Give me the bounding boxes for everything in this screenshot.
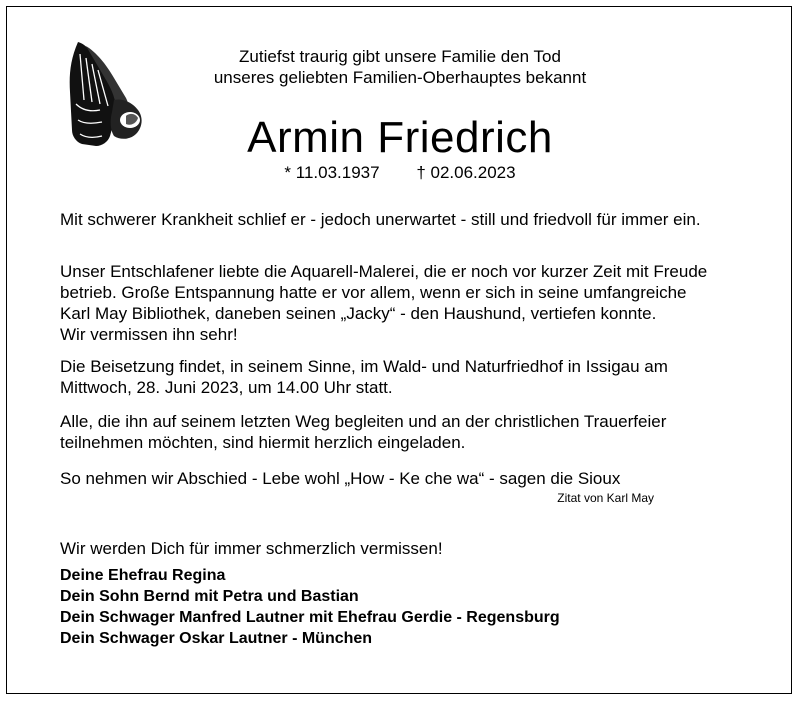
intro-line: unseres geliebten Familien-Oberhauptes bekannt: [213, 68, 587, 87]
paragraph-line: Mittwoch, 28. Juni 2023, um 14.00 Uhr statt.: [60, 378, 393, 397]
quote-text: So nehmen wir Abschied - Lebe wohl „How - Ke che wa“ - sagen die Sioux: [60, 469, 621, 488]
paragraph-line: Die Beisetzung findet, in seinem Sinne, im Wald- und Naturfriedhof in Issigau am: [60, 357, 668, 376]
signatures: [60, 565, 750, 649]
paragraph-line: Unser Entschlafener liebte die Aquarell-Malerei, die er noch vor kurzer Zeit mit Freude: [60, 262, 708, 281]
deceased-name: Armin Friedrich: [247, 113, 553, 162]
death-date: † 02.06.2023: [416, 163, 516, 182]
paragraph-line: teilnehmen möchten, sind hiermit herzlich eingeladen.: [60, 433, 466, 452]
paragraph-hobbies: [60, 261, 750, 345]
closing-text: Wir werden Dich für immer schmerzlich vermissen!: [60, 539, 443, 558]
signature-line: Dein Schwager Oskar Lautner - München: [60, 630, 373, 647]
paragraph-line: Karl May Bibliothek, daneben seinen „Jacky“ - den Haushund, vertiefen konnte.: [60, 304, 657, 323]
intro-line: Zutiefst traurig gibt unsere Familie den Tod: [239, 47, 561, 66]
paragraph-line: betrieb. Große Entspannung hatte er vor allem, wenn er sich in seine umfangreiche: [60, 283, 687, 302]
paragraph-line: Wir vermissen ihn sehr!: [60, 325, 238, 344]
paragraph-invitation: [60, 411, 750, 453]
signature-line: Dein Sohn Bernd mit Petra und Bastian: [60, 588, 359, 605]
paragraph-line: Alle, die ihn auf seinem letzten Weg begleiten und an der christlichen Trauerfeier: [60, 412, 667, 431]
intro-text: [150, 46, 650, 88]
birth-date: * 11.03.1937: [284, 163, 380, 182]
signature-line: Deine Ehefrau Regina: [60, 567, 226, 584]
quote-source: Zitat von Karl May: [557, 491, 654, 505]
statement-text: Mit schwerer Krankheit schlief er - jedoch unerwartet - still und friedvoll für immer ein.: [60, 210, 701, 229]
signature-line: Dein Schwager Manfred Lautner mit Ehefrau Gerdie - Regensburg: [60, 609, 560, 626]
life-dates: [150, 162, 650, 183]
paragraph-burial: [60, 356, 750, 398]
praying-hands-icon: [56, 40, 156, 150]
